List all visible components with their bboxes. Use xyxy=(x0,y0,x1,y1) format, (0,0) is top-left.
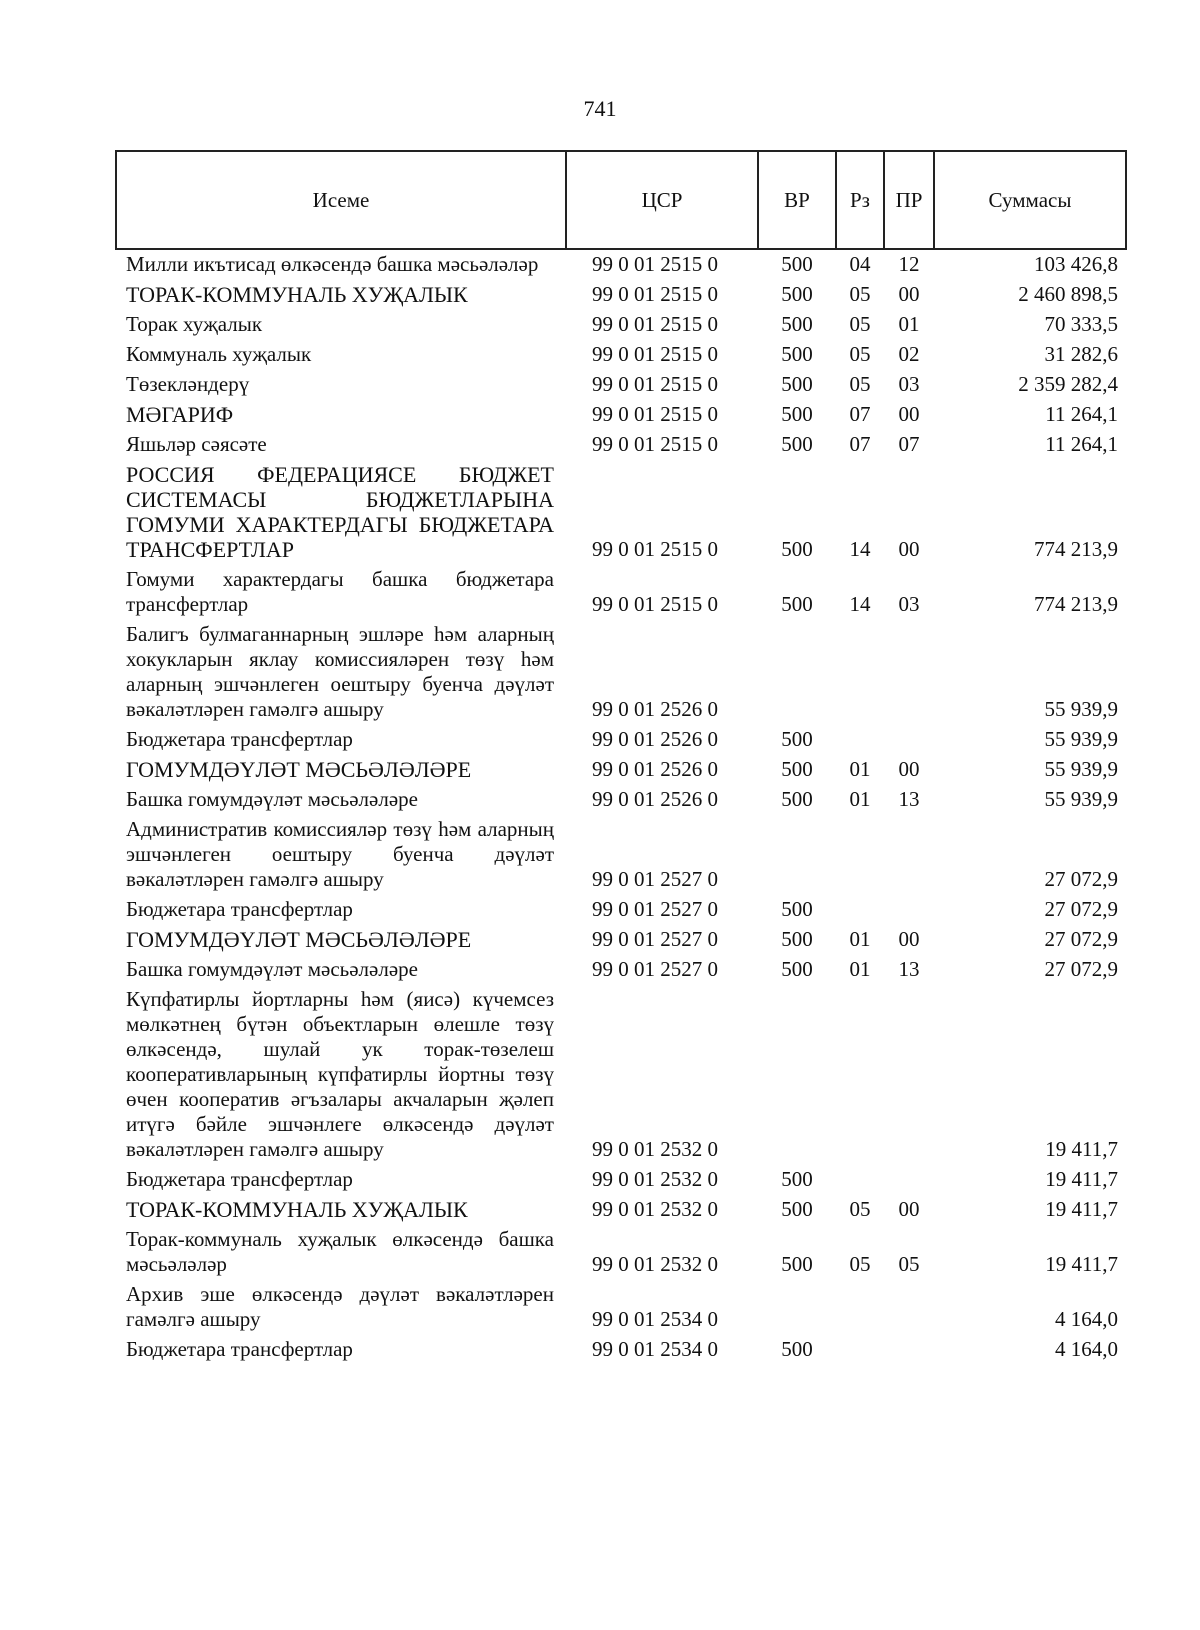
cell-sum: 31 282,6 xyxy=(1044,342,1118,366)
cell-rz xyxy=(836,892,884,922)
header-sum: Суммасы xyxy=(934,151,1126,249)
cell-vr: 500 xyxy=(781,787,813,811)
cell-pr: 00 xyxy=(898,927,920,951)
cell-sum: 19 411,7 xyxy=(1045,1167,1118,1191)
cell-name: Торак-коммуналь хуҗалык өлкәсендә башка мәсьәләләр xyxy=(126,1227,554,1276)
cell-pr: 03 xyxy=(898,592,920,616)
cell-rz: 05 xyxy=(849,372,871,396)
cell-rz: 01 xyxy=(849,927,871,951)
cell-name: Бюджетара трансфертлар xyxy=(126,1167,353,1191)
cell-sum: 19 411,7 xyxy=(1045,1137,1118,1161)
cell-name: ГОМУМДӘҮЛӘТ МӘСЬӘЛӘЛӘРЕ xyxy=(126,927,472,952)
cell-csr: 99 0 01 2515 0 xyxy=(592,592,718,616)
table-row xyxy=(116,277,1126,307)
table-row xyxy=(116,1332,1126,1362)
cell-name: Гомуми характердагы башка бюджетара трансфертлар xyxy=(126,567,554,616)
cell-name: Яшьләр сәясәте xyxy=(126,432,267,456)
cell-rz: 04 xyxy=(849,252,871,276)
cell-vr: 500 xyxy=(781,727,813,751)
cell-rz xyxy=(836,812,884,892)
cell-pr: 03 xyxy=(898,372,920,396)
cell-csr: 99 0 01 2515 0 xyxy=(592,282,718,306)
cell-sum: 70 333,5 xyxy=(1044,312,1118,336)
cell-name: Административ комиссияләр төзү һәм аларның эшчәнлеген оештыру буенча дәүләт вәкаләтләрен гамәлгә ашыру xyxy=(126,817,554,891)
cell-rz: 05 xyxy=(849,1197,871,1221)
cell-name: МӘГАРИФ xyxy=(126,402,234,427)
cell-csr: 99 0 01 2534 0 xyxy=(592,1337,718,1361)
cell-pr xyxy=(884,982,934,1162)
table-row xyxy=(116,457,1126,562)
cell-csr: 99 0 01 2515 0 xyxy=(592,342,718,366)
cell-sum: 55 939,9 xyxy=(1044,757,1118,781)
cell-pr: 07 xyxy=(898,432,920,456)
cell-csr: 99 0 01 2515 0 xyxy=(592,402,718,426)
cell-rz: 07 xyxy=(849,432,871,456)
table-row xyxy=(116,367,1126,397)
cell-name: ТОРАК-КОММУНАЛЬ ХУҖАЛЫК xyxy=(126,282,468,307)
cell-sum: 2 359 282,4 xyxy=(1018,372,1118,396)
cell-vr: 500 xyxy=(781,1167,813,1191)
cell-pr: 00 xyxy=(898,757,920,781)
cell-vr: 500 xyxy=(781,282,813,306)
cell-rz xyxy=(836,982,884,1162)
table-row xyxy=(116,952,1126,982)
cell-pr xyxy=(884,1277,934,1332)
header-rz: Рз xyxy=(836,151,884,249)
cell-vr xyxy=(758,617,836,722)
table-row xyxy=(116,1222,1126,1277)
cell-rz: 14 xyxy=(849,592,871,616)
table-row xyxy=(116,249,1126,277)
cell-sum: 27 072,9 xyxy=(1044,957,1118,981)
cell-csr: 99 0 01 2527 0 xyxy=(592,867,718,891)
cell-sum: 4 164,0 xyxy=(1055,1337,1118,1361)
cell-pr xyxy=(884,1162,934,1192)
cell-name: Милли икътисад өлкәсендә башка мәсьәләләр xyxy=(126,252,539,276)
cell-name: Төзекләндерү xyxy=(126,372,250,396)
cell-vr: 500 xyxy=(781,897,813,921)
cell-sum: 55 939,9 xyxy=(1044,697,1118,721)
table-row xyxy=(116,982,1126,1162)
cell-name: Бюджетара трансфертлар xyxy=(126,1337,353,1361)
cell-sum: 11 264,1 xyxy=(1045,432,1118,456)
cell-csr: 99 0 01 2532 0 xyxy=(592,1197,718,1221)
cell-pr: 00 xyxy=(898,1197,920,1221)
cell-pr: 00 xyxy=(898,282,920,306)
cell-vr: 500 xyxy=(781,1197,813,1221)
cell-csr: 99 0 01 2515 0 xyxy=(592,537,718,561)
cell-csr: 99 0 01 2527 0 xyxy=(592,957,718,981)
cell-sum: 55 939,9 xyxy=(1044,727,1118,751)
cell-vr: 500 xyxy=(781,432,813,456)
cell-sum: 27 072,9 xyxy=(1044,867,1118,891)
cell-vr: 500 xyxy=(781,372,813,396)
cell-sum: 11 264,1 xyxy=(1045,402,1118,426)
cell-rz: 14 xyxy=(849,537,871,561)
budget-table xyxy=(115,150,1127,1362)
cell-rz: 01 xyxy=(849,757,871,781)
cell-pr xyxy=(884,892,934,922)
table-body xyxy=(116,249,1126,1362)
cell-csr: 99 0 01 2526 0 xyxy=(592,757,718,781)
table-row xyxy=(116,397,1126,427)
cell-name: Башка гомумдәүләт мәсьәләләре xyxy=(126,957,418,981)
cell-vr: 500 xyxy=(781,342,813,366)
cell-sum: 774 213,9 xyxy=(1034,537,1118,561)
cell-rz: 01 xyxy=(849,957,871,981)
cell-csr: 99 0 01 2515 0 xyxy=(592,252,718,276)
cell-rz xyxy=(836,722,884,752)
cell-vr: 500 xyxy=(781,1252,813,1276)
cell-sum: 27 072,9 xyxy=(1044,897,1118,921)
cell-pr: 01 xyxy=(898,312,920,336)
cell-name: Архив эше өлкәсендә дәүләт вәкаләтләрен гамәлгә ашыру xyxy=(126,1282,554,1331)
cell-name: Торак хуҗалык xyxy=(126,312,263,336)
table-row xyxy=(116,1192,1126,1222)
cell-sum: 55 939,9 xyxy=(1044,787,1118,811)
cell-vr: 500 xyxy=(781,402,813,426)
header-row xyxy=(116,151,1126,249)
cell-sum: 774 213,9 xyxy=(1034,592,1118,616)
cell-vr: 500 xyxy=(781,537,813,561)
cell-pr: 12 xyxy=(898,252,920,276)
table-row xyxy=(116,812,1126,892)
cell-rz xyxy=(836,1332,884,1362)
cell-pr xyxy=(884,812,934,892)
cell-csr: 99 0 01 2515 0 xyxy=(592,372,718,396)
cell-csr: 99 0 01 2526 0 xyxy=(592,697,718,721)
cell-csr: 99 0 01 2515 0 xyxy=(592,432,718,456)
cell-vr xyxy=(758,982,836,1162)
table-row xyxy=(116,427,1126,457)
cell-pr: 13 xyxy=(898,957,920,981)
table-row xyxy=(116,1277,1126,1332)
cell-vr: 500 xyxy=(781,927,813,951)
cell-sum: 4 164,0 xyxy=(1055,1307,1118,1331)
cell-sum: 27 072,9 xyxy=(1044,927,1118,951)
cell-pr: 00 xyxy=(898,402,920,426)
cell-csr: 99 0 01 2534 0 xyxy=(592,1307,718,1331)
table-row xyxy=(116,892,1126,922)
cell-sum: 19 411,7 xyxy=(1045,1252,1118,1276)
cell-csr: 99 0 01 2526 0 xyxy=(592,727,718,751)
cell-rz: 05 xyxy=(849,1252,871,1276)
cell-pr xyxy=(884,1332,934,1362)
cell-pr: 05 xyxy=(898,1252,920,1276)
cell-vr: 500 xyxy=(781,957,813,981)
cell-pr: 00 xyxy=(898,537,920,561)
cell-pr: 13 xyxy=(898,787,920,811)
cell-rz: 05 xyxy=(849,342,871,366)
table-row xyxy=(116,922,1126,952)
cell-vr: 500 xyxy=(781,757,813,781)
cell-pr xyxy=(884,722,934,752)
table-row xyxy=(116,782,1126,812)
cell-name: Коммуналь хуҗалык xyxy=(126,342,312,366)
table-row xyxy=(116,752,1126,782)
cell-rz xyxy=(836,1277,884,1332)
cell-csr: 99 0 01 2527 0 xyxy=(592,897,718,921)
cell-rz xyxy=(836,617,884,722)
cell-csr: 99 0 01 2526 0 xyxy=(592,787,718,811)
header-pr: ПР xyxy=(884,151,934,249)
cell-vr xyxy=(758,1277,836,1332)
cell-name: Балигъ булмаганнарның эшләре һәм аларның хокукларын яклау комиссияләрен төзү һәм аларның эшчәнлеген оештыру буенча дәүләт вәкаләтләрен гамәлгә ашыру xyxy=(126,622,554,721)
cell-vr: 500 xyxy=(781,592,813,616)
cell-sum: 2 460 898,5 xyxy=(1018,282,1118,306)
table-row xyxy=(116,337,1126,367)
cell-csr: 99 0 01 2532 0 xyxy=(592,1252,718,1276)
page-number: 741 xyxy=(583,96,617,121)
cell-sum: 19 411,7 xyxy=(1045,1197,1118,1221)
cell-name: ГОМУМДӘҮЛӘТ МӘСЬӘЛӘЛӘРЕ xyxy=(126,757,472,782)
header-vr: ВР xyxy=(758,151,836,249)
header-name: Исеме xyxy=(116,151,566,249)
cell-pr xyxy=(884,617,934,722)
cell-csr: 99 0 01 2532 0 xyxy=(592,1167,718,1191)
cell-vr xyxy=(758,812,836,892)
cell-rz: 07 xyxy=(849,402,871,426)
cell-name: ТОРАК-КОММУНАЛЬ ХУҖАЛЫК xyxy=(126,1197,468,1222)
table-row xyxy=(116,722,1126,752)
cell-rz: 01 xyxy=(849,787,871,811)
cell-csr: 99 0 01 2515 0 xyxy=(592,312,718,336)
table-row xyxy=(116,617,1126,722)
cell-rz: 05 xyxy=(849,282,871,306)
table-row xyxy=(116,562,1126,617)
cell-vr: 500 xyxy=(781,252,813,276)
cell-sum: 103 426,8 xyxy=(1034,252,1118,276)
cell-name: Күпфатирлы йортларны һәм (яисә) күчемсез мөлкәтнең бүтән объектларын өлешле төзү өлкәсендә, шулай ук торак-төзелеш кооперативларының күпфатирлы йортны төзү өчен кооператив әгъзалары акчаларын җәлеп итүгә бәйле эшчәнлеге өлкәсендә дәүләт вәкаләтләрен гамәлгә ашыру xyxy=(126,987,554,1161)
cell-name: Башка гомумдәүләт мәсьәләләре xyxy=(126,787,418,811)
cell-name: Бюджетара трансфертлар xyxy=(126,897,353,921)
cell-vr: 500 xyxy=(781,1337,813,1361)
cell-name: РОССИЯ ФЕДЕРАЦИЯСЕ БЮДЖЕТ СИСТЕМАСЫ БЮДЖЕТЛАРЫНА ГОМУМИ ХАРАКТЕРДАГЫ БЮДЖЕТАРА ТРАНСФЕРТЛАР xyxy=(126,462,554,562)
cell-rz: 05 xyxy=(849,312,871,336)
cell-rz xyxy=(836,1162,884,1192)
cell-pr: 02 xyxy=(898,342,920,366)
cell-vr: 500 xyxy=(781,312,813,336)
header-csr: ЦСР xyxy=(566,151,758,249)
cell-name: Бюджетара трансфертлар xyxy=(126,727,353,751)
table-row xyxy=(116,1162,1126,1192)
table-header xyxy=(116,151,1126,249)
cell-csr: 99 0 01 2532 0 xyxy=(592,1137,718,1161)
table-row xyxy=(116,307,1126,337)
cell-csr: 99 0 01 2527 0 xyxy=(592,927,718,951)
